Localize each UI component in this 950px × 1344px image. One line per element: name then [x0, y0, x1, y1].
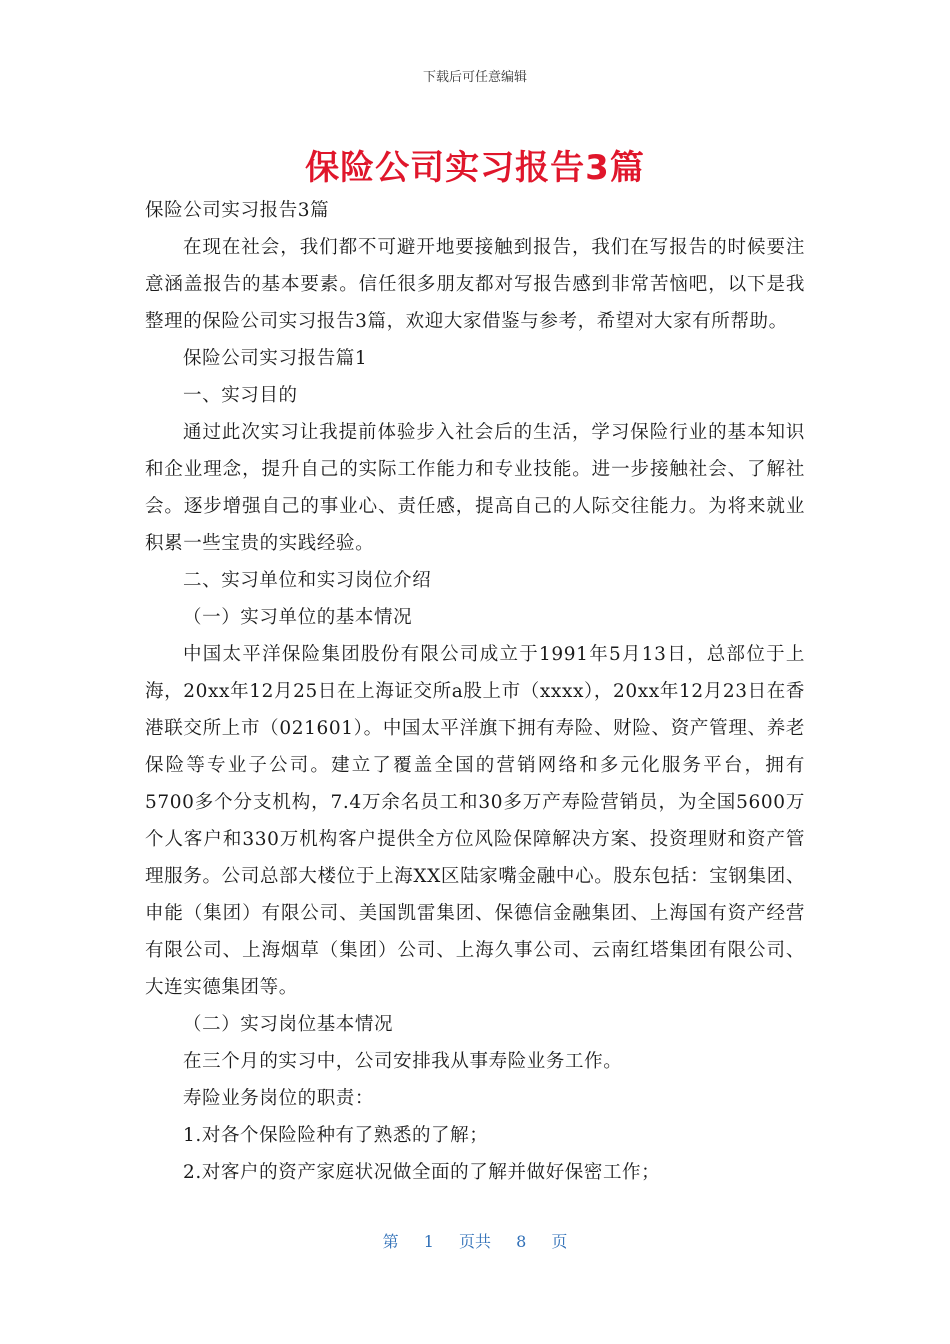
subsection-heading-unit-info: （一）实习单位的基本情况: [183, 607, 413, 628]
footer-total-pages: 8: [516, 1232, 527, 1251]
subsection-heading-position: （二）实习岗位基本情况: [183, 1014, 394, 1035]
paragraph-company-info: 中国太平洋保险集团股份有限公司成立于1991年5月13日，总部位于上海，20xx年12月25日在上海证交所a股上市（xxxx），20xx年12月23日在香港联交所上市（021601）。中国太平洋旗下拥有寿险、财险、资产管理、养老保险等专业子公司。建立了覆盖全国的营销网络和多元化服务平台，拥有5700多个分支机构，7.4万余名员工和30多万产寿险营销员，为全国5600万个人客户和330万机构客户提供全方位风险保障解决方案、投资理财和资产管理服务。公司总部大楼位于上海XX区陆家嘴金融中心。股东包括：宝钢集团、申能（集团）有限公司、美国凯雷集团、保德信金融集团、上海国有资产经营有限公司、上海烟草（集团）公司、上海久事公司、云南红塔集团有限公司、大连实德集团等。: [145, 644, 805, 998]
paragraph-intro: 在现在社会，我们都不可避开地要接触到报告，我们在写报告的时候要注意涵盖报告的基本要素。信任很多朋友都对写报告感到非常苦恼吧，以下是我整理的保险公司实习报告3篇，欢迎大家借鉴与参考，希望对大家有所帮助。: [145, 237, 805, 332]
footer-page-of: 页共: [458, 1232, 491, 1251]
header-note: 下载后可任意编辑: [422, 70, 527, 85]
paragraph-position-intro: 在三个月的实习中，公司安排我从事寿险业务工作。: [183, 1051, 623, 1072]
document-title: 保险公司实习报告3篇: [305, 148, 645, 188]
section-heading-unit: 二、实习单位和实习岗位介绍: [183, 570, 432, 591]
footer-page-suffix: 页: [551, 1232, 568, 1251]
footer-page-label: 第: [382, 1232, 399, 1251]
paragraph-duties-heading: 寿险业务岗位的职责：: [183, 1088, 375, 1109]
paragraph-subtitle: 保险公司实习报告3篇: [145, 200, 330, 221]
list-item-duty-1: 1.对各个保险险种有了熟悉的了解；: [183, 1125, 489, 1146]
footer-page-number: 1: [423, 1232, 434, 1251]
paragraph-purpose: 通过此次实习让我提前体验步入社会后的生活，学习保险行业的基本知识和企业理念，提升自己的实际工作能力和专业技能。进一步接触社会、了解社会。逐步增强自己的事业心、责任感，提高自己的人际交往能力。为将来就业积累一些宝贵的实践经验。: [145, 422, 805, 554]
document-body: [145, 192, 805, 1191]
paragraph-report-heading: 保险公司实习报告篇1: [183, 348, 368, 369]
section-heading-purpose: 一、实习目的: [183, 385, 298, 406]
list-item-duty-2: 2.对客户的资产家庭状况做全面的了解并做好保密工作；: [183, 1162, 661, 1183]
page-footer: [0, 1229, 950, 1252]
